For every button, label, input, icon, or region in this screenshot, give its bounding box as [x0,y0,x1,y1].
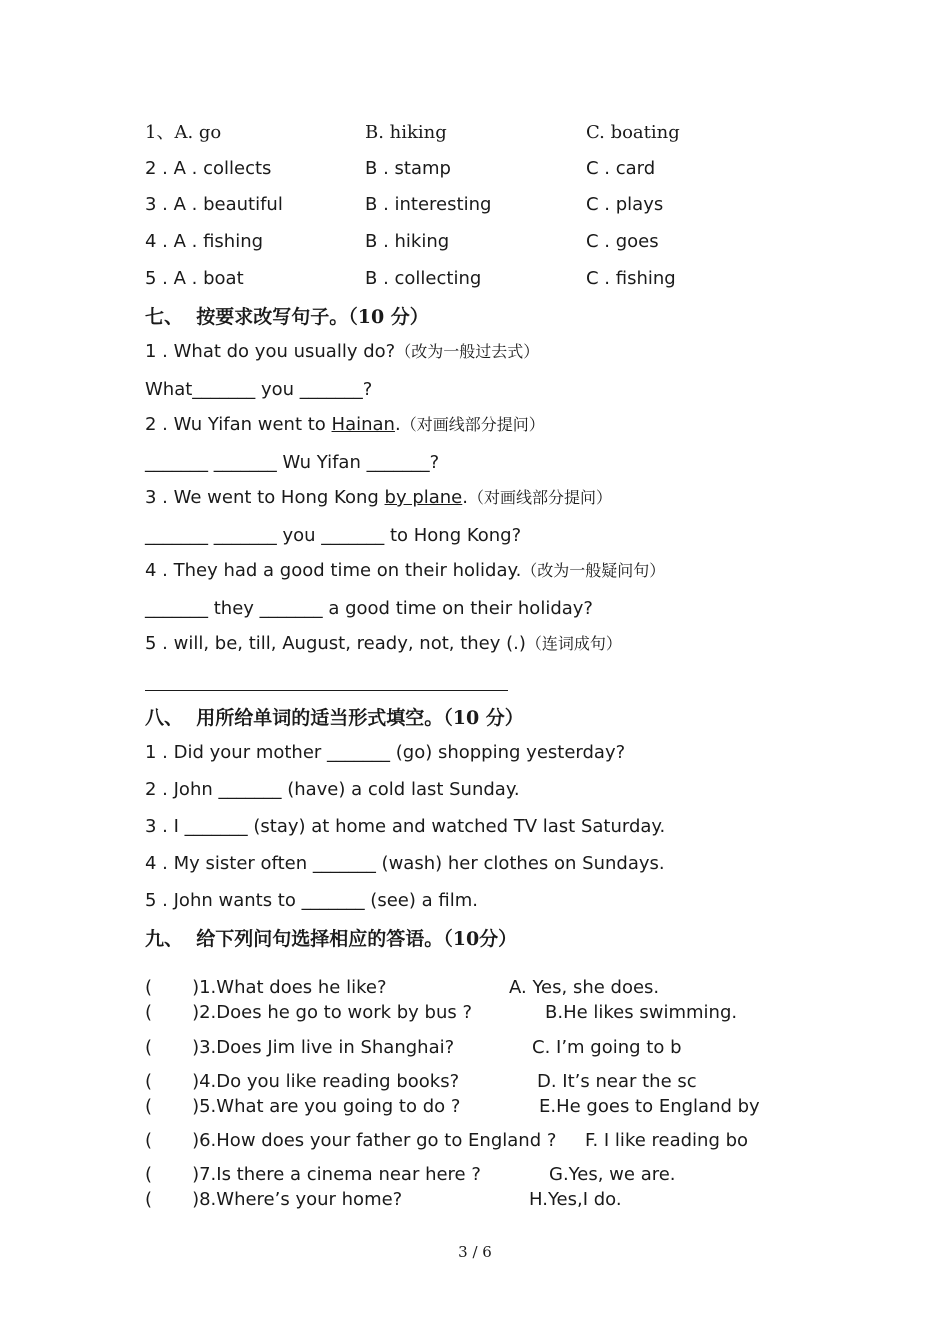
s9-question-8: ( )8.Where’s your home? [145,1189,403,1210]
s7-q2-pre: 2 . Wu Yifan went to [145,414,332,435]
s7-q5-note: （连词成句） [525,634,622,653]
option-3b: B . interesting [365,194,492,215]
option-2c: C . card [586,158,656,179]
s7-q1-text: 1 . What do you usually do? [145,341,396,362]
s7-q3-pre: 3 . We went to Hong Kong [145,487,385,508]
s9-answer-e: E.He goes to England by [539,1096,760,1117]
option-5c: C . fishing [586,268,676,289]
s7-q1 [145,341,539,363]
option-3a: 3 . A . beautiful [145,194,283,215]
s7-q3-answer: _______ _______ you _______ to Hong Kong? [145,525,522,546]
option-4c: C . goes [586,231,659,252]
option-1b: B. hiking [365,122,447,143]
s7-q2 [145,414,545,436]
s9-question-6: ( )6.How does your father go to England ? [145,1130,557,1151]
option-3c: C . plays [586,194,664,215]
option-2a: 2 . A . collects [145,158,272,179]
s7-q3-post: . [462,487,468,508]
option-2b: B . stamp [365,158,451,179]
s7-q4-answer: _______ they _______ a good time on their holiday? [145,598,593,619]
s9-question-4: ( )4.Do you like reading books? [145,1071,460,1092]
section9-heading: 九、 给下列问句选择相应的答语。（10分） [145,928,518,950]
page-number: 3 / 6 [458,1243,492,1261]
s9-answer-a: A. Yes, she does. [509,977,660,998]
s9-question-7: ( )7.Is there a cinema near here ? [145,1164,481,1185]
option-5b: B . collecting [365,268,482,289]
option-5a: 5 . A . boat [145,268,244,289]
s9-question-3: ( )3.Does Jim live in Shanghai? [145,1037,455,1058]
s7-q5 [145,633,622,655]
s9-answer-d: D. It’s near the sc [537,1071,697,1092]
section8-heading: 八、 用所给单词的适当形式填空。（10 分） [145,707,524,729]
s8-item-5: 5 . John wants to _______ (see) a film. [145,890,478,911]
option-1c: C. boating [586,122,680,143]
s7-q4 [145,560,665,582]
s7-q1-answer: What_______ you _______? [145,379,373,400]
s9-question-5: ( )5.What are you going to do ? [145,1096,461,1117]
section7-heading: 七、 按要求改写句子。（10 分） [145,306,429,328]
s7-q2-underlined: Hainan [331,414,395,435]
option-1a: 1、A. go [145,122,222,143]
s7-q5-answer-line [145,690,508,691]
s9-answer-b: B.He likes swimming. [545,1002,738,1023]
s8-item-4: 4 . My sister often _______ (wash) her clothes on Sundays. [145,853,665,874]
s7-q4-text: 4 . They had a good time on their holiday. [145,560,522,581]
option-4a: 4 . A . fishing [145,231,264,252]
s7-q3 [145,487,612,509]
s7-q3-note: （对画线部分提问） [468,488,613,507]
s8-item-3: 3 . I _______ (stay) at home and watched TV last Saturday. [145,816,666,837]
s7-q1-note: （改为一般过去式） [395,342,540,361]
s9-answer-c: C. I’m going to b [532,1037,682,1058]
s9-answer-f: F. I like reading bo [585,1130,749,1151]
s7-q5-text: 5 . will, be, till, August, ready, not, they (.) [145,633,526,654]
s8-item-2: 2 . John _______ (have) a cold last Sunday. [145,779,520,800]
s7-q2-answer: _______ _______ Wu Yifan _______? [145,452,440,473]
s7-q2-post: . [394,414,401,435]
s9-question-1: ( )1.What does he like? [145,977,387,998]
s9-question-2: ( )2.Does he go to work by bus ? [145,1002,473,1023]
s8-item-1: 1 . Did your mother _______ (go) shopping yesterday? [145,742,626,763]
s7-q2-note: （对画线部分提问） [400,415,545,434]
s9-answer-h: H.Yes,I do. [529,1189,622,1210]
s7-q3-underlined: by plane [384,487,463,508]
s7-q4-note: （改为一般疑问句） [521,561,666,580]
option-4b: B . hiking [365,231,450,252]
s9-answer-g: G.Yes, we are. [549,1164,676,1185]
